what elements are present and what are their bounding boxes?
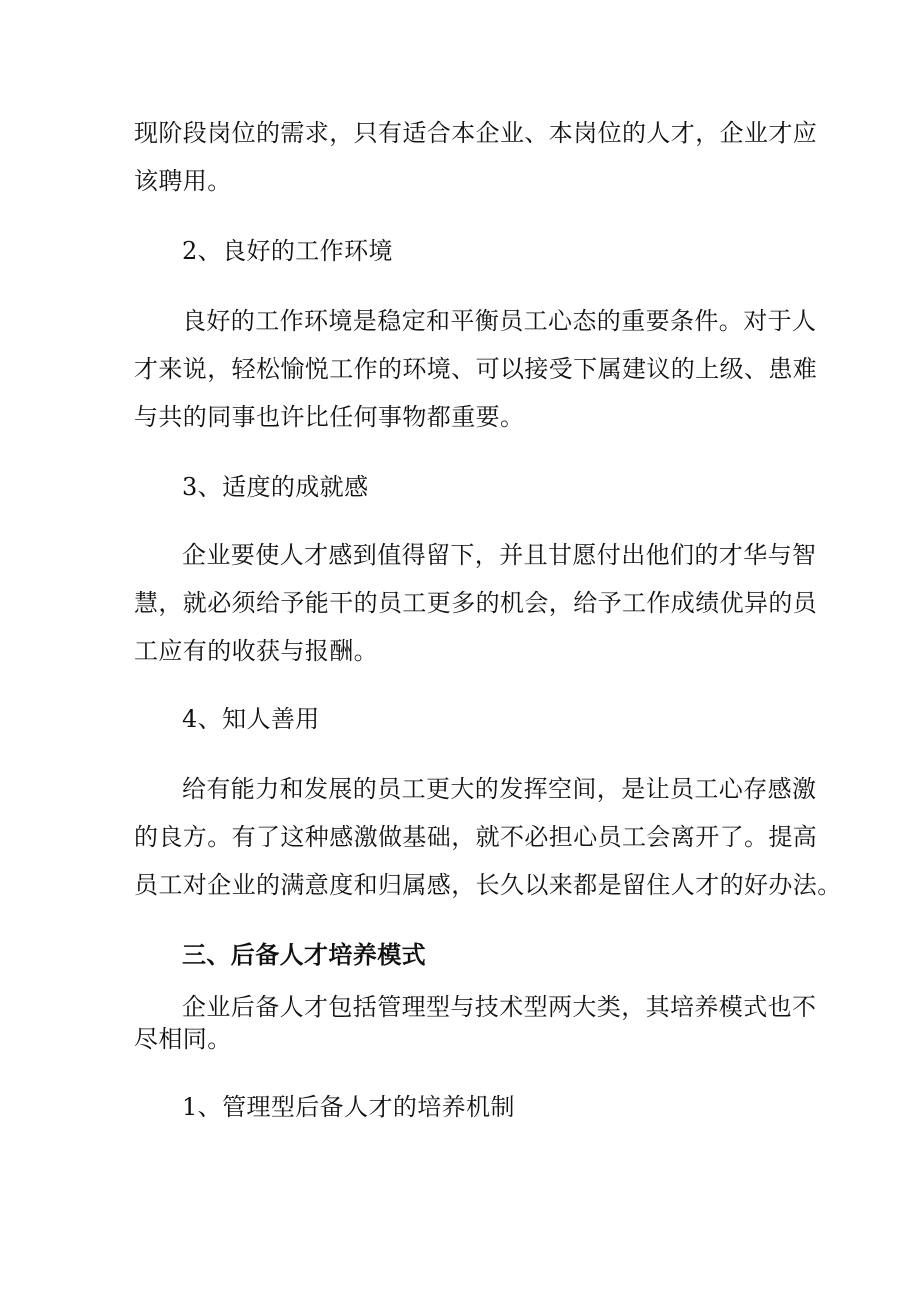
- section-heading-3: 三、后备人才培养模式: [182, 941, 426, 969]
- paragraph-line: 企业要使人才感到值得留下，并且甘愿付出他们的才华与智: [182, 541, 817, 569]
- paragraph-line: 工应有的收获与报酬。: [134, 637, 378, 665]
- subheading-4: 4、知人善用: [182, 705, 320, 733]
- subheading-2: 2、良好的工作环境: [182, 237, 393, 265]
- paragraph-line: 良好的工作环境是稳定和平衡员工心态的重要条件。对于人: [182, 307, 817, 335]
- paragraph-line: 现阶段岗位的需求，只有适合本企业、本岗位的人才，企业才应: [134, 119, 818, 147]
- paragraph-line: 该聘用。: [134, 167, 232, 195]
- paragraph-line: 才来说，轻松愉悦工作的环境、可以接受下属建议的上级、患难: [134, 355, 818, 383]
- paragraph-line: 企业后备人才包括管理型与技术型两大类，其培养模式也不: [182, 993, 817, 1021]
- subheading-3: 3、适度的成就感: [182, 473, 369, 501]
- subheading-section-3-1: 1、管理型后备人才的培养机制: [182, 1093, 515, 1121]
- paragraph-line: 员工对企业的满意度和归属感，长久以来都是留住人才的好办法。: [134, 871, 842, 899]
- paragraph-line: 慧，就必须给予能干的员工更多的机会，给予工作成绩优异的员: [134, 589, 818, 617]
- paragraph-line: 与共的同事也许比任何事物都重要。: [134, 403, 525, 431]
- paragraph-line: 尽相同。: [134, 1025, 232, 1053]
- paragraph-line: 给有能力和发展的员工更大的发挥空间，是让员工心存感激: [182, 775, 817, 803]
- paragraph-line: 的良方。有了这种感激做基础，就不必担心员工会离开了。提高: [134, 823, 818, 851]
